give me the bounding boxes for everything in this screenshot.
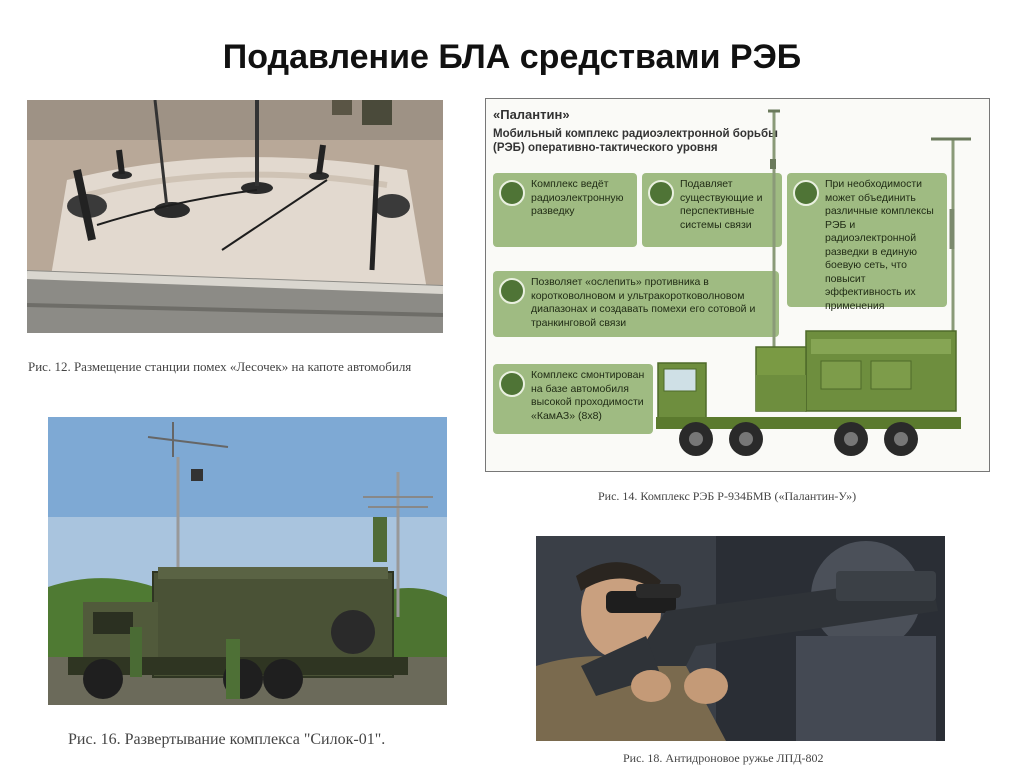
feature-card-recon: [493, 173, 637, 247]
palantin-infographic: [485, 98, 990, 472]
kamaz-truck-illustration: [656, 99, 989, 471]
infographic-title: «Палантин»: [493, 107, 570, 122]
photo-silok-deployment: [48, 417, 447, 705]
gear-icon: [499, 371, 525, 397]
photo-lesochek-hood: [27, 100, 443, 333]
radar-icon: [499, 180, 525, 206]
feature-card-text: Подавляет существующие и перспективные системы связи: [680, 178, 763, 231]
caption-fig18: Рис. 18. Антидроновое ружье ЛПД-802: [623, 751, 824, 765]
feature-card-text: При необходимости может объединить различные комплексы РЭБ и радиоэлектронной разведки в единую боевую сеть, что повысит эффективность их применения: [825, 178, 934, 312]
caption-fig16: Рис. 16. Развертывание комплекса "Силок-01".: [68, 731, 386, 748]
slide-title: Подавление БЛА средствами РЭБ: [222, 38, 802, 76]
caption-fig14: Рис. 14. Комплекс РЭБ Р-934БМВ («Палантин-У»): [598, 489, 857, 503]
caption-fig12: Рис. 12. Размещение станции помех «Лесочек» на капоте автомобиля: [28, 359, 412, 374]
feature-card-text: Комплекс ведёт радиоэлектронную разведку: [531, 178, 624, 217]
feature-card-text: Комплекс смонтирован на базе автомобиля высокой проходимости «КамАЗ» (8х8): [531, 369, 645, 422]
feature-card-text: Позволяет «ослепить» противника в коротковолновом и ультракоротковолновом диапазонах и создавать помехи его сотовой и транкинговой связи: [531, 276, 756, 329]
infographic-subtitle: Мобильный комплекс радиоэлектронной борьбы (РЭБ) оперативно-тактического уровня: [493, 128, 778, 154]
photo-antidrone-rifle: [536, 536, 945, 741]
eye-icon: [499, 278, 525, 304]
feature-card-chassis: [493, 364, 653, 434]
